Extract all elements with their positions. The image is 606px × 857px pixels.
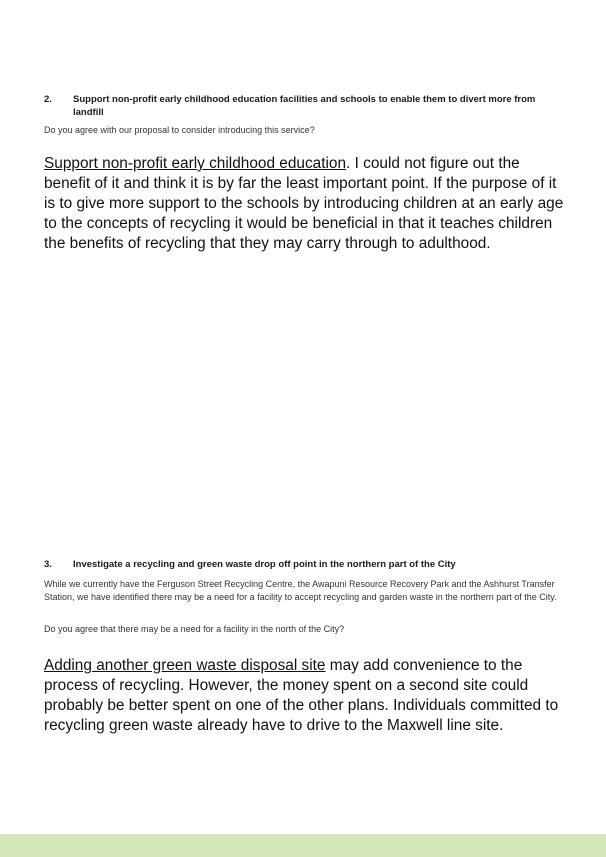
section-2-answer-underlined: Support non-profit early childhood education [44,155,347,172]
section-3-title: Investigate a recycling and green waste drop off point in the northern part of the City [73,559,456,570]
section-3-answer [44,656,569,736]
section-3-answer-underlined: Adding another green waste disposal site [44,657,326,674]
section-2-answer [44,154,569,254]
footer-band [0,834,606,857]
section-3-question: Do you agree that there may be a need for a facility in the north of the City? [44,624,345,634]
section-2-title: Support non-profit early childhood education facilities and schools to enable them to divert more from landfill [73,94,536,118]
section-2-heading [44,93,544,119]
section-2-question: Do you agree with our proposal to consider introducing this service? [44,125,315,135]
section-3-answer-text: may add convenience to the process of recycling. However, the money spent on a second site could probably be better spent on one of the other plans. Individuals committed to recycling green waste already have to drive to the Maxwell line site. [44,657,559,734]
section-3-description: While we currently have the Ferguson Street Recycling Centre, the Awapuni Resource Recovery Park and the Ashhurst Transfer Station, we have identified there may be a need for a facility to accept recycling and garden waste in the northern part of the City. [44,579,557,602]
section-3-number: 3. [44,559,52,570]
section-2-answer-text: . I could not figure out the benefit of it and think it is by far the least important point. If the purpose of it is to give more support to the schools by introducing children at an early age to the concepts of recycling it would be beneficial in that it teaches children the benefits of recycling that they may carry through to adulthood. [44,155,564,252]
section-2-number: 2. [44,94,52,105]
section-3-heading [44,558,544,571]
